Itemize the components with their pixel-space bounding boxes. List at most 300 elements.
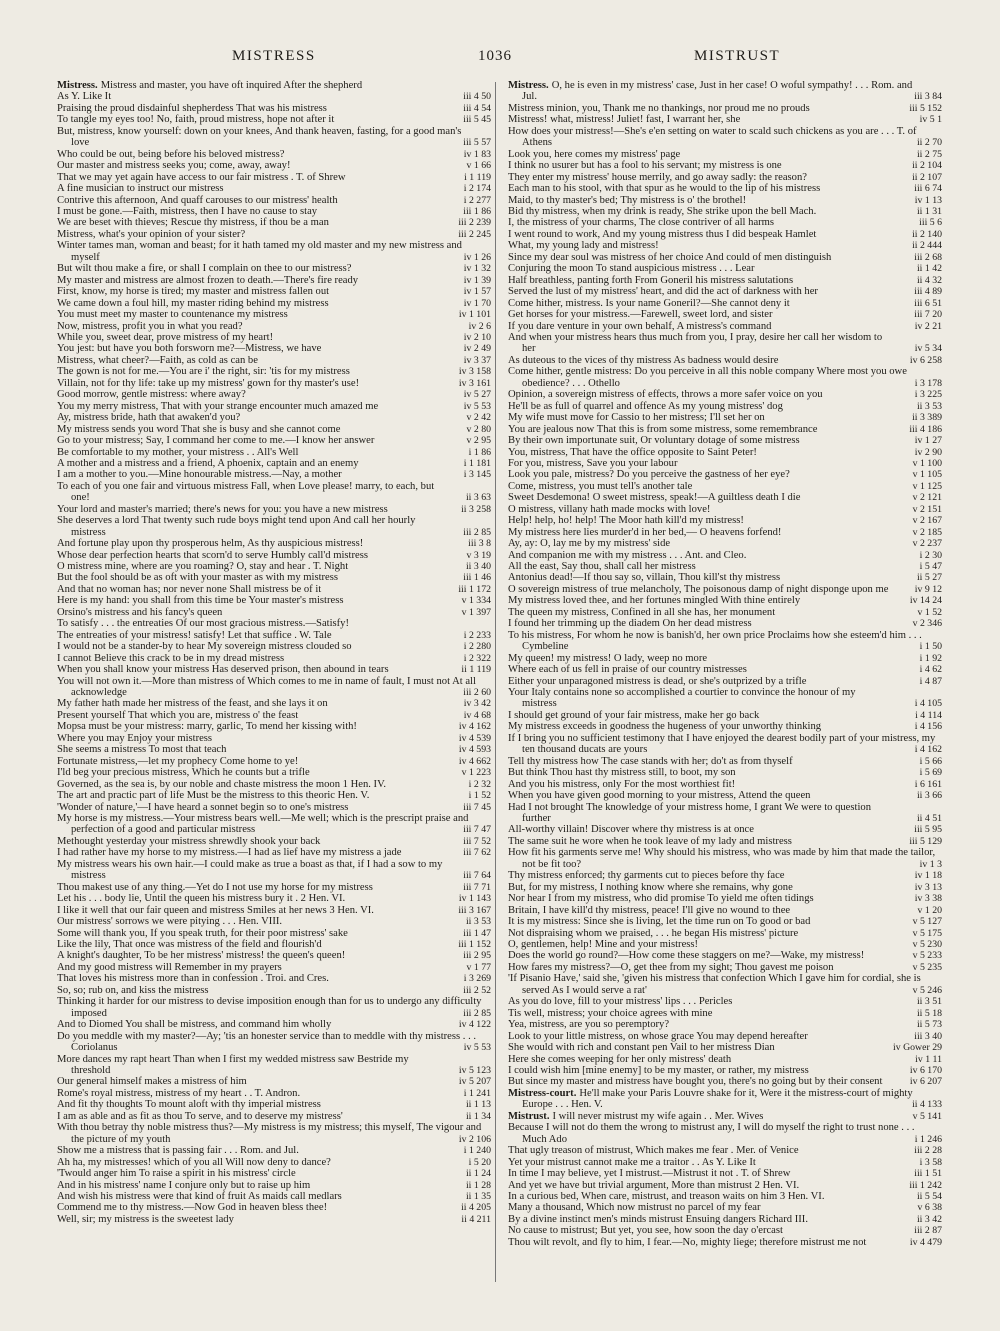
- quotation-text: Come, mistress, you must tell's another tale: [508, 480, 693, 492]
- act-scene-line-ref: iv 6 207: [909, 1076, 942, 1088]
- act-scene-line-ref: ii 3 53: [465, 916, 491, 928]
- act-scene-line-ref: iii 7 52: [463, 835, 491, 847]
- concordance-entry: [508, 847, 942, 870]
- act-scene-line-ref: i 2 32: [468, 778, 491, 790]
- quotation-text: Your lord and master's married; there's news for you: you have a new mistress: [57, 503, 388, 515]
- concordance-entry: [508, 1202, 942, 1214]
- quotation-text: I must be gone.—Faith, mistress, then I have no cause to stay: [57, 205, 318, 217]
- act-scene-line-ref: iv 9 12: [914, 583, 942, 595]
- concordance-entry: [508, 835, 942, 847]
- concordance-entry: [508, 790, 942, 802]
- quotation-text: Mistress minion, you, Thank me no thankings, nor proud me no prouds: [508, 102, 810, 114]
- headword: Mistress.: [508, 80, 549, 91]
- act-scene-line-ref: ii 1 24: [465, 1168, 491, 1180]
- act-scene-line-ref: i 1 181: [463, 457, 491, 469]
- act-scene-line-ref: iv 5 34: [914, 343, 942, 355]
- quotation-text: As you do love, fill to your mistress' lips . . . Pericles: [508, 996, 733, 1008]
- quotation-text: And that no woman has; nor never none Shall mistress be of it: [57, 583, 322, 595]
- act-scene-line-ref: iii 3 40: [914, 1030, 942, 1042]
- concordance-entry: [57, 457, 491, 469]
- concordance-entry: [57, 732, 491, 744]
- quotation-text: We are beset with thieves; Rescue thy mistress, if thou be a man: [57, 217, 329, 229]
- concordance-entry: [57, 629, 491, 641]
- concordance-entry: [57, 709, 491, 721]
- concordance-entry: [57, 263, 491, 275]
- quotation-text: Our general himself makes a mistress of him: [57, 1076, 247, 1088]
- act-scene-line-ref: iv 5 1: [919, 114, 942, 126]
- quotation-text: Show me a mistress that is passing fair . . . Rom. and Jul.: [57, 1145, 299, 1157]
- act-scene-line-ref: iii 1 51: [914, 1168, 942, 1180]
- quotation-text: Mistress, what's your opinion of your sister?: [57, 228, 246, 240]
- act-scene-line-ref: iv 5 27: [463, 389, 491, 401]
- concordance-entry: [508, 80, 942, 103]
- concordance-entry: [57, 950, 491, 962]
- concordance-entry: [508, 1030, 942, 1042]
- act-scene-line-ref: iv 1 101: [458, 309, 491, 321]
- quotation-text: Thou wilt revolt, and fly to him, I fear.—No, mighty liege; therefore mistrust me not: [508, 1236, 867, 1248]
- act-scene-line-ref: iii 7 71: [463, 881, 491, 893]
- act-scene-line-ref: v 2 95: [466, 435, 491, 447]
- concordance-entry: [57, 160, 491, 172]
- concordance-entry: [57, 320, 491, 332]
- act-scene-line-ref: i 5 47: [919, 561, 942, 573]
- quotation-text: Whose dear perfection hearts that scorn'd to serve Humbly call'd mistress: [57, 549, 368, 561]
- concordance-entry: [57, 412, 491, 424]
- concordance-entry: [57, 286, 491, 298]
- act-scene-line-ref: iii 6 74: [914, 183, 942, 195]
- quotation-text: O mistress mine, where are you roaming? O, stay and hear . T. Night: [57, 561, 349, 573]
- quotation-text: You jest: but have you both forsworn me?—Mistress, we have: [57, 343, 322, 355]
- concordance-entry: [57, 618, 487, 629]
- quotation-text: Come hither, gentle mistress: Do you perceive in all this noble company Where most you owe obedience? . . . Othello: [508, 366, 907, 389]
- act-scene-line-ref: iv 4 162: [458, 721, 491, 733]
- concordance-entry: [57, 1076, 491, 1088]
- quotation-text: My master and mistress are almost frozen to death.—There's fire ready: [57, 274, 359, 286]
- act-scene-line-ref: iv 1 18: [914, 870, 942, 882]
- quotation-text: I am a mother to you.—Mine honourable mistress.—Nay, a mother: [57, 469, 342, 481]
- quotation-text: But the fool should be as oft with your master as with my mistress: [57, 572, 338, 584]
- quotation-text: To tangle my eyes too! No, faith, proud mistress, hope not after it: [57, 114, 335, 126]
- act-scene-line-ref: iii 7 45: [463, 801, 491, 813]
- act-scene-line-ref: v 2 167: [912, 515, 942, 527]
- act-scene-line-ref: iii 7 64: [463, 870, 491, 882]
- quotation-text: Our mistress' sorrows we were pitying . . . Hen. VIII.: [57, 916, 283, 928]
- quotation-text: I will never mistrust my wife again . . Mer. Wives: [552, 1110, 764, 1122]
- quotation-text: And companion me with my mistress . . . Ant. and Cleo.: [508, 549, 747, 561]
- quotation-text: To his mistress, For whom he now is banish'd, her own price Proclaims how she esteem'd him . . . Cymbeline: [508, 629, 922, 653]
- act-scene-line-ref: iii 5 6: [919, 217, 942, 229]
- quotation-text: Be comfortable to my mother, your mistress . . All's Well: [57, 446, 299, 458]
- quotation-text: For you, mistress, Save you your labour: [508, 457, 678, 469]
- quotation-text: And in his mistress' name I conjure only but to raise up him: [57, 1179, 311, 1191]
- concordance-entry: [508, 526, 942, 538]
- act-scene-line-ref: iii 7 20: [914, 309, 942, 321]
- quotation-text: Ay, mistress bride, hath that awaken'd you?: [57, 412, 241, 424]
- concordance-entry: [57, 114, 491, 126]
- act-scene-line-ref: v 1 66: [466, 160, 491, 172]
- act-scene-line-ref: iv 1 39: [463, 274, 491, 286]
- act-scene-line-ref: iii 5 45: [463, 114, 491, 126]
- concordance-entry: [508, 228, 942, 240]
- quotation-text: My mistress sends you word That she is busy and she cannot come: [57, 423, 341, 435]
- act-scene-line-ref: ii 4 32: [916, 274, 942, 286]
- act-scene-line-ref: ii 2 75: [916, 148, 942, 160]
- concordance-entry: [57, 916, 491, 928]
- act-scene-line-ref: iii 2 239: [458, 217, 491, 229]
- quotation-text: Served the lust of my mistress' heart, and did the act of darkness with her: [508, 286, 818, 298]
- concordance-entry: [57, 228, 491, 240]
- quotation-text: Let his . . . body lie, Until the queen his mistress bury it . 2 Hen. VI.: [57, 893, 346, 905]
- act-scene-line-ref: iv 1 57: [463, 286, 491, 298]
- act-scene-line-ref: iv 14 24: [909, 595, 942, 607]
- concordance-entry: [508, 1019, 942, 1031]
- quotation-text: If I bring you no sufficient testimony that I have enjoyed the dearest bodily part of your mistress, my ten thousand ducats are yours: [508, 732, 936, 756]
- concordance-entry: [57, 354, 491, 366]
- quotation-text: I am as able and as fit as thou To serve, and to deserve my mistress': [57, 1110, 343, 1122]
- concordance-entry: [57, 389, 491, 401]
- quotation-text: But, mistress, know yourself: down on your knees, And thank heaven, fasting, for a good man's love: [57, 125, 462, 149]
- act-scene-line-ref: ii 4 133: [912, 1099, 942, 1111]
- act-scene-line-ref: i 1 92: [919, 652, 942, 664]
- concordance-entry: [57, 938, 491, 950]
- quotation-text: They enter my mistress' house merrily, and go away sadly: the reason?: [508, 171, 807, 183]
- concordance-entry: [57, 835, 491, 847]
- quotation-text: Yea, mistress, are you so peremptory?: [508, 1019, 670, 1031]
- quotation-text: As Y. Like It: [57, 91, 112, 103]
- concordance-entry: [57, 1202, 491, 1214]
- concordance-entry: [508, 183, 942, 195]
- concordance-entry: [57, 641, 491, 653]
- quotation-text: Because I will not do them the wrong to mistrust any, I will do myself the right to trust none . . . Much Ado: [508, 1122, 915, 1145]
- act-scene-line-ref: ii 2 70: [916, 137, 942, 149]
- quotation-text: I like it well that our fair queen and mistress Smiles at her news 3 Hen. VI.: [57, 904, 374, 916]
- concordance-entry: [57, 1168, 491, 1180]
- concordance-entry: [508, 1076, 942, 1088]
- quotation-text: Come hither, mistress. Is your name Goneril?—She cannot deny it: [508, 297, 790, 309]
- quotation-text: Conjuring the moon To stand auspicious mistress . . . Lear: [508, 263, 755, 275]
- quotation-text: I cannot Believe this crack to be in my dread mistress: [57, 652, 285, 664]
- concordance-entry: [508, 469, 942, 481]
- concordance-entry: [508, 446, 942, 458]
- act-scene-line-ref: i 2 322: [463, 652, 491, 664]
- act-scene-line-ref: ii 1 28: [465, 1179, 491, 1191]
- concordance-entry: [57, 1156, 491, 1168]
- quotation-text: Help! help, ho! help! The Moor hath kill'd my mistress!: [508, 515, 744, 527]
- act-scene-line-ref: i 3 58: [919, 1156, 942, 1168]
- quotation-text: The same suit he wore when he took leave of my lady and mistress: [508, 835, 792, 847]
- quotation-text: Tell thy mistress how The case stands with her; do't as from thyself: [508, 755, 793, 767]
- quotation-text: More dances my rapt heart Than when I first my wedded mistress saw Bestride my threshold: [57, 1053, 409, 1076]
- act-scene-line-ref: v 5 233: [912, 950, 942, 962]
- concordance-entry: [508, 1053, 942, 1065]
- quotation-text: 'If Pisanio Have,' said she, 'given his mistress that confection Which I gave him for cordial, she is served As I would serve a rat': [508, 973, 921, 996]
- quotation-text: I could wish him [mine enemy] to be my master, or rather, my mistress: [508, 1064, 809, 1076]
- act-scene-line-ref: iv 2 6: [468, 320, 491, 332]
- quotation-text: Commend me to thy mistress.—Now God in heaven bless thee!: [57, 1202, 328, 1214]
- act-scene-line-ref: v 2 185: [912, 526, 942, 538]
- concordance-entry: [57, 549, 491, 561]
- act-scene-line-ref: v 2 151: [912, 503, 942, 515]
- quotation-text: She would with rich and constant pen Vail to her mistress Dian: [508, 1042, 775, 1054]
- quotation-text: When you shall know your mistress Has deserved prison, then abound in tears: [57, 664, 389, 676]
- concordance-entry: [508, 961, 942, 973]
- act-scene-line-ref: ii 1 119: [461, 664, 491, 676]
- page-number: 1036: [478, 48, 512, 64]
- quotation-text: In a curious bed, When care, mistrust, and treason waits on him 3 Hen. VI.: [508, 1190, 825, 1202]
- quotation-text: That loves his mistress more than in confession . Troi. and Cres.: [57, 973, 329, 985]
- act-scene-line-ref: ii 1 13: [465, 1099, 491, 1111]
- quotation-text: How fares my mistress?—O, get thee from my sight; Thou gavest me poison: [508, 961, 834, 973]
- act-scene-line-ref: ii 5 73: [916, 1019, 942, 1031]
- concordance-entry: [57, 343, 491, 355]
- concordance-entry: [57, 515, 491, 538]
- concordance-entry: [508, 423, 942, 435]
- act-scene-line-ref: i 4 162: [914, 744, 942, 756]
- concordance-entry: [57, 664, 491, 676]
- concordance-entry: [57, 744, 491, 756]
- quotation-text: By a divine instinct men's minds mistrust Ensuing dangers Richard III.: [508, 1213, 808, 1225]
- act-scene-line-ref: ii 1 42: [916, 263, 942, 275]
- quotation-text: Ay, ay: O, lay me by my mistress' side: [508, 538, 671, 550]
- quotation-text: Not dispraising whom we praised, . . . he began His mistress' picture: [508, 927, 799, 939]
- act-scene-line-ref: i 4 87: [919, 675, 942, 687]
- act-scene-line-ref: ii 1 35: [465, 1190, 491, 1202]
- quotation-text: Since my dear soul was mistress of her choice And could of men distinguish: [508, 251, 832, 263]
- act-scene-line-ref: iv 4 479: [909, 1236, 942, 1248]
- concordance-entry: [57, 80, 487, 91]
- act-scene-line-ref: i 1 241: [463, 1087, 491, 1099]
- act-scene-line-ref: ii 1 34: [465, 1110, 491, 1122]
- quotation-text: Antonius dead!—If thou say so, villain, Thou kill'st thy mistress: [508, 572, 781, 584]
- quotation-text: I went round to work, And my young mistress thus I did bespeak Hamlet: [508, 228, 817, 240]
- concordance-entry: [57, 480, 491, 504]
- quotation-text: I'ld beg your precious mistress, Which he counts but a trifle: [57, 767, 310, 779]
- act-scene-line-ref: iv 1 26: [463, 251, 491, 263]
- concordance-entry: [57, 973, 491, 985]
- quotation-text: Orsino's mistress and his fancy's queen: [57, 606, 223, 618]
- quotation-text: But think Thou hast thy mistress still, to boot, my son: [508, 767, 736, 779]
- concordance-entry: [57, 984, 491, 996]
- act-scene-line-ref: v 1 397: [461, 606, 491, 618]
- quotation-text: He'll be as full of quarrel and offence As my young mistress' dog: [508, 400, 783, 412]
- quotation-text: Villain, not for thy life: take up my mistress' gown for thy master's use!: [57, 377, 360, 389]
- quotation-text: Praising the proud disdainful shepherdess That was his mistress: [57, 102, 327, 114]
- quotation-text: My father hath made her mistress of the feast, and she lays it on: [57, 698, 328, 710]
- quotation-text: To each of you one fair and virtuous mistress Fall, when Love please! marry, to each, but one!: [57, 480, 435, 504]
- quotation-text: Either your unparagoned mistress is dead, or she's outprized by a trifle: [508, 675, 807, 687]
- act-scene-line-ref: i 1 86: [468, 446, 491, 458]
- act-scene-line-ref: v 5 235: [912, 961, 942, 973]
- quotation-text: The gown is not for me.—You are i' the right, sir: 'tis for my mistress: [57, 366, 350, 378]
- quotation-text: Maid, to thy master's bed; Thy mistress is o' the brothel!: [508, 194, 747, 206]
- act-scene-line-ref: iii 4 50: [463, 91, 491, 103]
- quotation-text: When you have given good morning to your mistress, Attend the queen: [508, 790, 811, 802]
- quotation-text: Mistress, what cheer?—Faith, as cold as can be: [57, 354, 258, 366]
- act-scene-line-ref: i 4 105: [914, 698, 942, 710]
- concordance-entry: [57, 858, 491, 882]
- concordance-entry: [57, 91, 491, 103]
- quotation-text: She seems a mistress To most that teach: [57, 744, 227, 756]
- concordance-entry: [508, 1190, 942, 1202]
- act-scene-line-ref: i 2 280: [463, 641, 491, 653]
- quotation-text: How fit his garments serve me! Why should his mistress, who was made by him that made the tailor, not be fit too?: [508, 847, 936, 870]
- act-scene-line-ref: i 4 114: [915, 709, 942, 721]
- quotation-text: Thy mistress enforced; thy garments cut to pieces before thy face: [508, 870, 785, 882]
- concordance-entry: [508, 732, 942, 756]
- act-scene-line-ref: iv 1 27: [914, 435, 942, 447]
- concordance-entry: [57, 893, 491, 905]
- quotation-text: My mistress exceeds in goodness the hugeness of your unworthy thinking: [508, 721, 822, 733]
- concordance-entry: [508, 205, 942, 217]
- concordance-entry: [508, 148, 942, 160]
- quotation-text: Where each of us fell in praise of our country mistresses: [508, 664, 747, 676]
- quotation-text: Present yourself That which you are, mistress o' the feast: [57, 709, 299, 721]
- act-scene-line-ref: iv 4 68: [463, 709, 491, 721]
- concordance-entry: [508, 492, 942, 504]
- concordance-entry: [508, 595, 942, 607]
- headword: Mistress-court.: [508, 1087, 577, 1099]
- quotation-text: All-worthy villain! Discover where thy mistress is at once: [508, 824, 754, 836]
- act-scene-line-ref: ii 3 66: [916, 790, 942, 802]
- act-scene-line-ref: iv 1 11: [915, 1053, 942, 1065]
- act-scene-line-ref: ii 3 40: [465, 561, 491, 573]
- concordance-entry: [57, 435, 491, 447]
- quotation-text: But wilt thou make a fire, or shall I complain on thee to our mistress?: [57, 263, 352, 275]
- quotation-text: You, mistress, That have the office opposite to Saint Peter!: [508, 446, 757, 458]
- concordance-entry: [508, 114, 942, 126]
- running-head-right: MISTRUST: [694, 48, 781, 64]
- act-scene-line-ref: v 6 38: [917, 1202, 942, 1214]
- act-scene-line-ref: v 1 334: [461, 595, 491, 607]
- quotation-text: Thou makest use of any thing.—Yet do I not use my horse for my mistress: [57, 881, 373, 893]
- act-scene-line-ref: iii 1 47: [463, 927, 491, 939]
- concordance-entry: [57, 423, 491, 435]
- concordance-entry: [57, 171, 491, 183]
- act-scene-line-ref: i 4 156: [914, 721, 942, 733]
- quotation-text: O sovereign mistress of true melancholy, The poisonous damp of night disponge upon me: [508, 583, 889, 595]
- quotation-text: The art and practic part of life Must be the mistress to this theoric Hen. V.: [57, 790, 370, 802]
- quotation-text: Thinking it harder for our mistress to devise imposition enough than for us to undergo any difficulty imposed: [57, 996, 482, 1019]
- quotation-text: I think no usurer but has a fool to his servant; my mistress is one: [508, 160, 782, 172]
- act-scene-line-ref: ii 1 31: [916, 205, 942, 217]
- act-scene-line-ref: iv 4 539: [458, 732, 491, 744]
- concordance-entry: [57, 652, 491, 664]
- headword: Mistrust.: [508, 1110, 550, 1122]
- act-scene-line-ref: ii 3 53: [916, 400, 942, 412]
- act-scene-line-ref: iii 1 86: [463, 205, 491, 217]
- quotation-text: I should get ground of your fair mistress, make her go back: [508, 709, 760, 721]
- quotation-text: I would not be a stander-by to hear My sovereign mistress clouded so: [57, 641, 352, 653]
- quotation-text: To satisfy . . . the entreaties Of our most gracious mistress.—Satisfy!: [57, 618, 350, 630]
- act-scene-line-ref: v 1 223: [461, 767, 491, 779]
- concordance-entry: [508, 801, 942, 825]
- concordance-entry: [508, 904, 942, 916]
- act-scene-line-ref: i 1 119: [464, 171, 491, 183]
- concordance-entry: [508, 767, 942, 779]
- quotation-text: And wish his mistress were that kind of fruit As maids call medlars: [57, 1190, 342, 1202]
- act-scene-line-ref: iv 3 37: [463, 354, 491, 366]
- concordance-entry: [57, 755, 491, 767]
- quotation-text: O mistress, villany hath made mocks with love!: [508, 503, 711, 515]
- concordance-entry: [57, 1019, 491, 1031]
- running-head-left: MISTRESS: [232, 48, 316, 64]
- concordance-entry: [508, 606, 942, 618]
- act-scene-line-ref: iv 5 123: [458, 1064, 491, 1076]
- quotation-text: My mistress loved thee, and her fortunes mingled With thine entirely: [508, 595, 801, 607]
- concordance-entry: [508, 1007, 942, 1019]
- act-scene-line-ref: i 3 269: [463, 973, 491, 985]
- quotation-text: The entreaties of your mistress! satisfy! Let that suffice . W. Tale: [57, 629, 332, 641]
- quotation-text: He'll make your Paris Louvre shake for it, Were it the mistress-court of mighty Europe . . . Hen. V.: [522, 1087, 913, 1111]
- concordance-entry: [508, 1122, 942, 1145]
- act-scene-line-ref: i 1 52: [468, 790, 491, 802]
- concordance-entry: [508, 938, 942, 950]
- quotation-text: You must meet my master to countenance my mistress: [57, 309, 288, 321]
- concordance-entry: [508, 389, 942, 401]
- act-scene-line-ref: i 2 233: [463, 629, 491, 641]
- concordance-entry: [57, 721, 491, 733]
- act-scene-line-ref: iv 2 106: [458, 1133, 491, 1145]
- concordance-entry: [57, 503, 491, 515]
- concordance-entry: [508, 125, 942, 149]
- act-scene-line-ref: v 2 237: [912, 538, 942, 550]
- act-scene-line-ref: iii 1 172: [458, 583, 491, 595]
- concordance-entry: [57, 778, 491, 790]
- quotation-text: Good morrow, gentle mistress: where away?: [57, 389, 246, 401]
- concordance-entry: [57, 125, 491, 149]
- act-scene-line-ref: iii 1 46: [463, 572, 491, 584]
- concordance-entry: [57, 561, 491, 573]
- act-scene-line-ref: v 2 346: [912, 618, 942, 630]
- act-scene-line-ref: i 2 277: [463, 194, 491, 206]
- act-scene-line-ref: i 5 20: [468, 1156, 491, 1168]
- concordance-entry: [57, 767, 491, 779]
- act-scene-line-ref: ii 2 104: [912, 160, 942, 172]
- act-scene-line-ref: iii 5 152: [909, 102, 942, 114]
- quotation-text: We came down a foul hill, my master riding behind my mistress: [57, 297, 329, 309]
- concordance-entry: [508, 755, 942, 767]
- act-scene-line-ref: i 6 161: [914, 778, 942, 790]
- quotation-text: So, so; rub on, and kiss the mistress: [57, 984, 209, 996]
- quotation-text: As duteous to the vices of thy mistress As badness would desire: [508, 354, 779, 366]
- quotation-text: Where you may Enjoy your mistress: [57, 732, 213, 744]
- quotation-text: A fine musician to instruct our mistress: [57, 183, 224, 195]
- quotation-text: What, my young lady and mistress!: [508, 240, 659, 252]
- act-scene-line-ref: ii 3 51: [916, 996, 942, 1008]
- act-scene-line-ref: i 4 62: [919, 664, 942, 676]
- quotation-text: But since my master and mistress have bought you, there's no going but by their consent: [508, 1076, 883, 1088]
- act-scene-line-ref: ii 4 205: [461, 1202, 491, 1214]
- concordance-entry: [57, 274, 491, 286]
- act-scene-line-ref: ii 5 54: [916, 1190, 942, 1202]
- concordance-entry: [57, 194, 491, 206]
- concordance-entry: [508, 240, 942, 252]
- act-scene-line-ref: iv 4 122: [458, 1019, 491, 1031]
- concordance-entry: [508, 251, 942, 263]
- concordance-entry: [508, 1213, 942, 1225]
- quotation-text: Mistress and master, you have oft inquired After the shepherd: [100, 80, 363, 91]
- quotation-text: Like the lily, That once was mistress of the field and flourish'd: [57, 938, 322, 950]
- concordance-entry: [57, 881, 491, 893]
- concordance-entry: [508, 274, 942, 286]
- quotation-text: Here she comes weeping for her only mistress' death: [508, 1053, 732, 1065]
- concordance-entry: [508, 893, 942, 905]
- quotation-text: Britain, I have kill'd thy mistress, peace! I'll give no wound to thee: [508, 904, 791, 916]
- act-scene-line-ref: iii 1 152: [458, 938, 491, 950]
- concordance-entry: [57, 1122, 491, 1145]
- concordance-entry: [508, 160, 942, 172]
- quotation-text: She deserves a lord That twenty such rude boys might tend upon And call her hourly mistress: [57, 515, 416, 538]
